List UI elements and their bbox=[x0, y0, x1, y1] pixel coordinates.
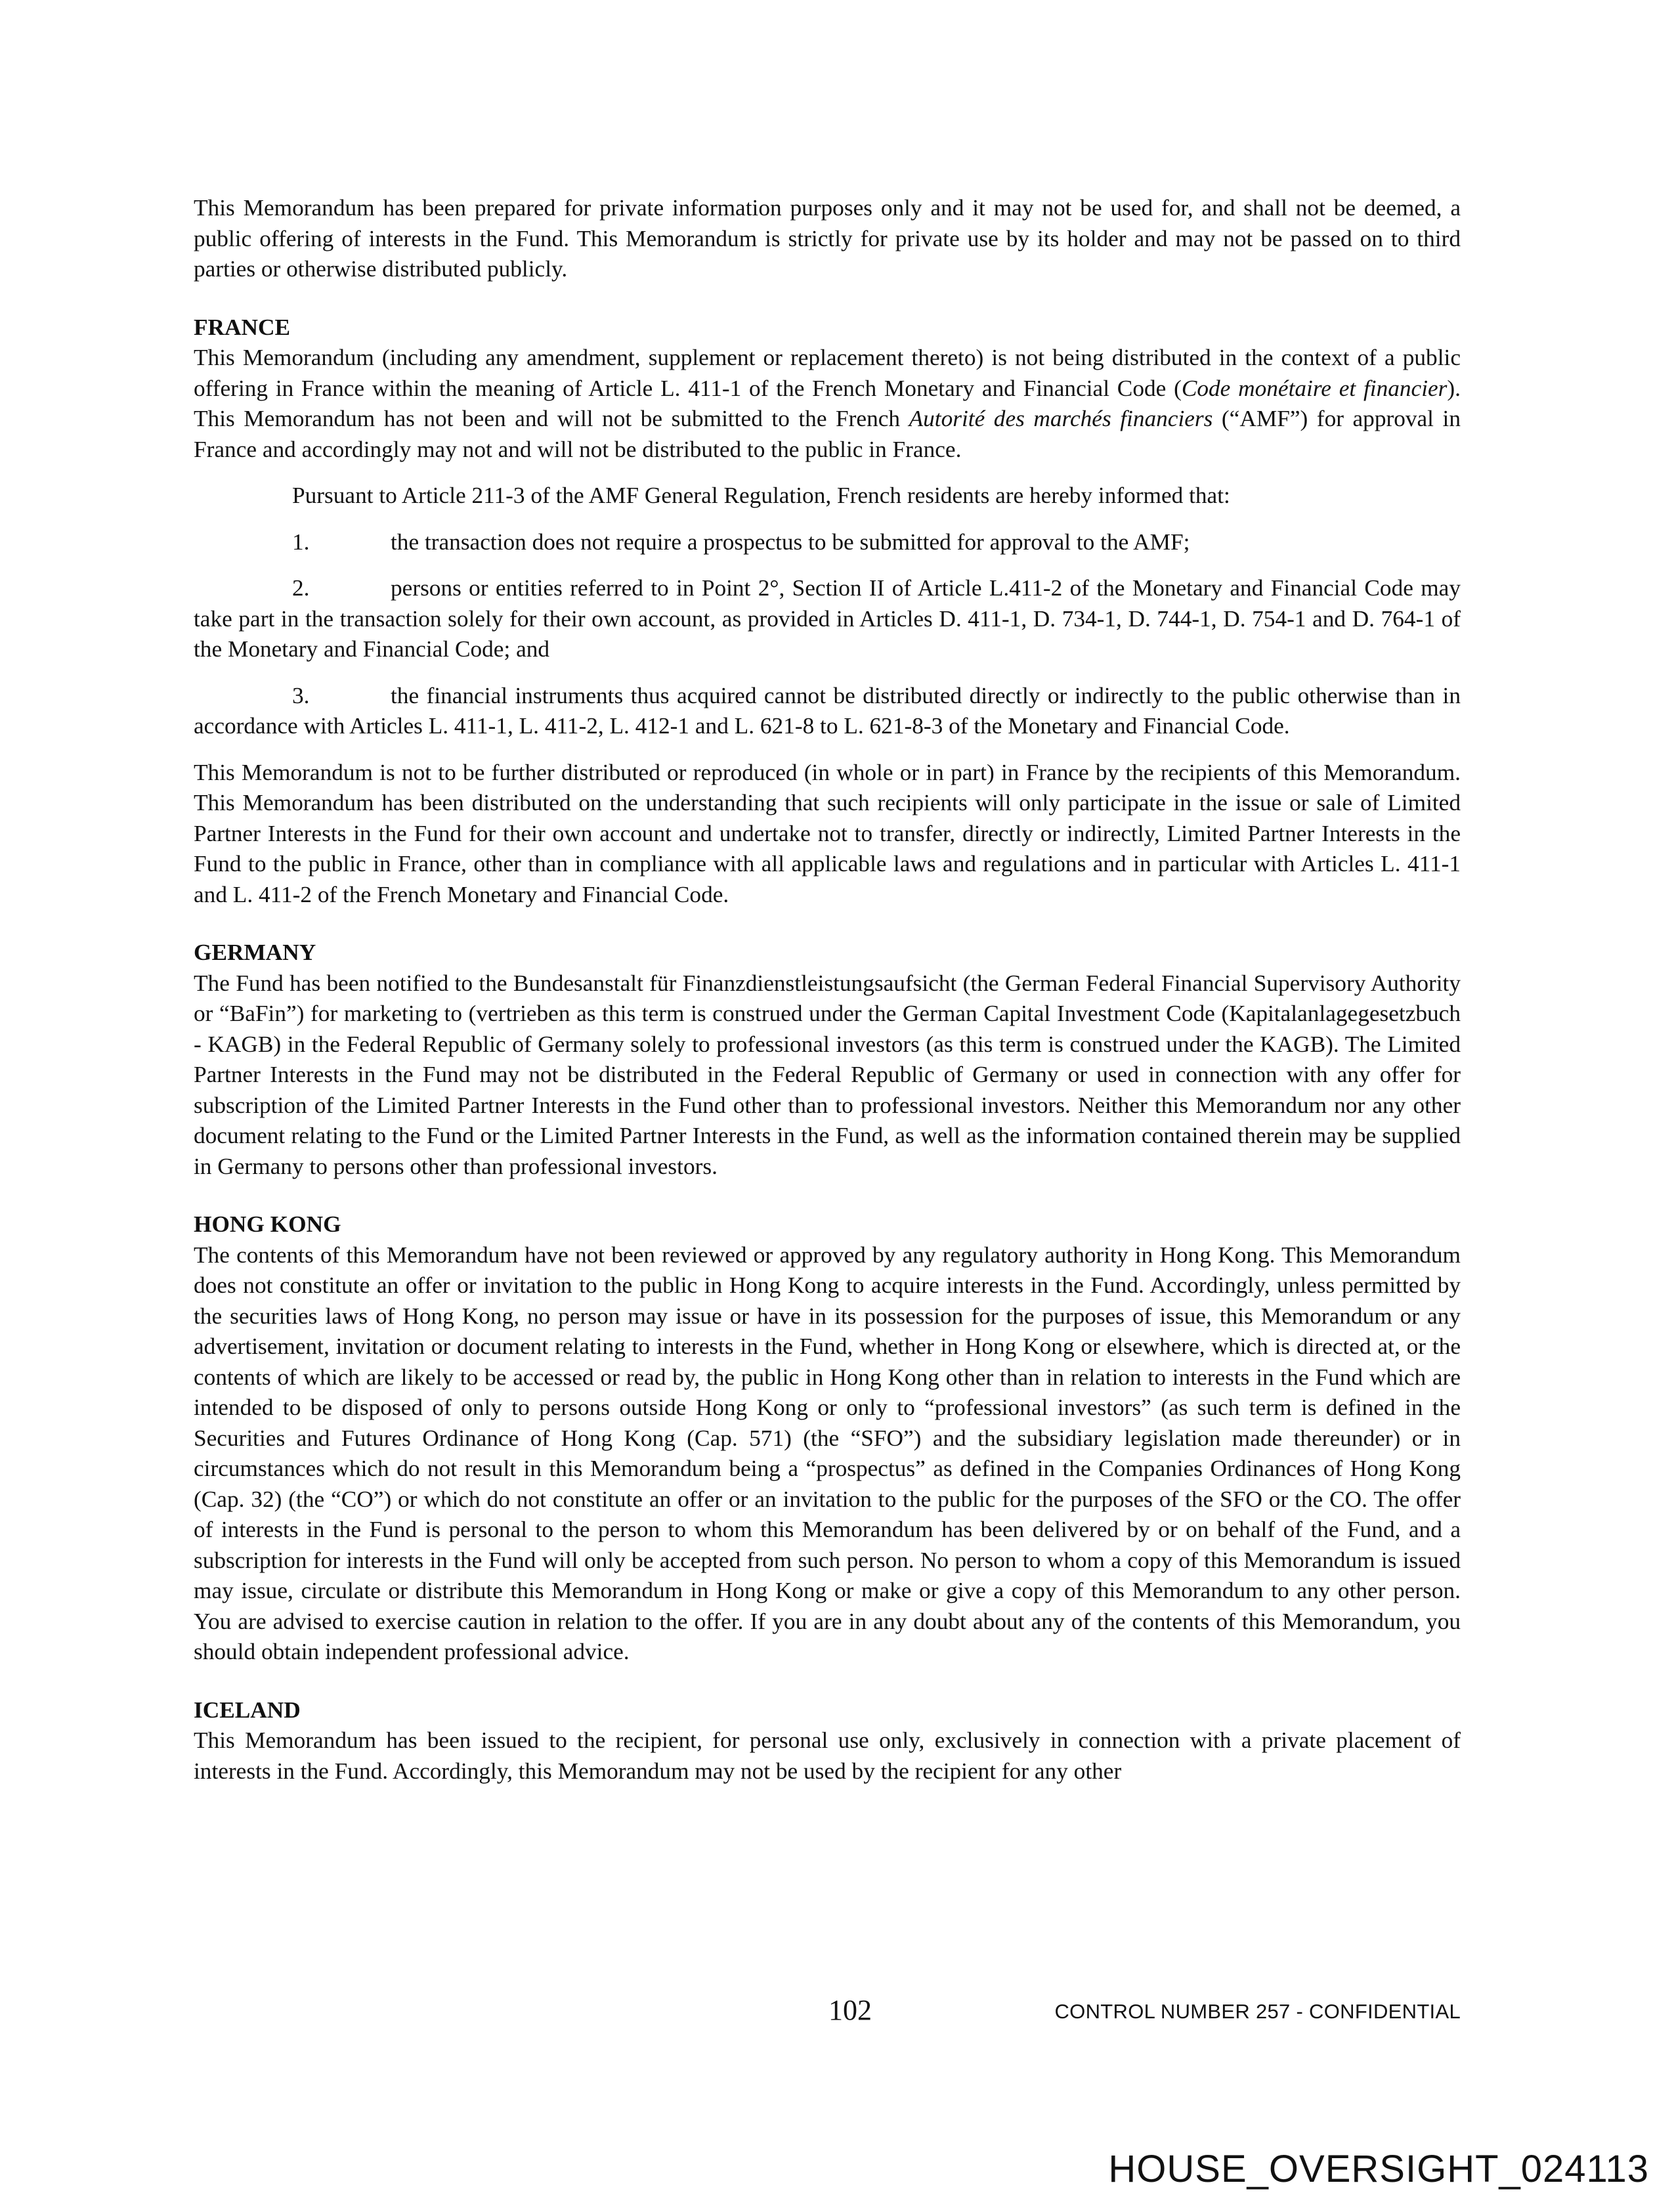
control-number-label: CONTROL NUMBER 257 - CONFIDENTIAL bbox=[1054, 2000, 1461, 2023]
intro-paragraph: This Memorandum has been prepared for private information purposes only and it may not be used for, and shall not be deemed, a public offering of interests in the Fund. This Memorandum is strictly for private use by its holder and may not be passed on to third parties or otherwise distributed publicly. bbox=[194, 195, 1461, 282]
france-list-item-1: 1. the transaction does not require a prospectus to be submitted for approval to the AMF; bbox=[292, 529, 1190, 555]
page-number: 102 bbox=[828, 1994, 872, 2026]
france-paragraph-1: This Memorandum (including any amendment, supplement or replacement thereto) is not being distributed in the context of a public offering in France within the meaning of Article L. 411-1 of the French Monetary and Financial Code (Code monétaire et financier). This Memorandum has not been and will not be submitted to the French Autorité des marchés financiers (“AMF”) for approval in France and accordingly may not and will not be distributed to the public in France. bbox=[194, 345, 1461, 462]
bates-number: HOUSE_OVERSIGHT_024113 bbox=[1108, 2148, 1649, 2190]
section-heading-germany: GERMANY bbox=[194, 940, 316, 965]
section-heading-france: FRANCE bbox=[194, 314, 291, 340]
hong-kong-paragraph: The contents of this Memorandum have not been reviewed or approved by any regulatory authority in Hong Kong. This Memorandum does not constitute an offer or invitation to the public in Hong Kong to acquire interests in the Fund. Accordingly, unless permitted by the securities laws of Hong Kong, no person may issue or have in its possession for the purposes of issue, this Memorandum or any advertisement, invitation or document relating to interests in the Fund, whether in Hong Kong or elsewhere, which is directed at, or the contents of which are likely to be accessed or read by, the public in Hong Kong other than in relation to interests in the Fund which are intended to be disposed of only to persons outside Hong Kong or only to “professional investors” (as such term is defined in the Securities and Futures Ordinance of Hong Kong (Cap. 571) (the “SFO”) and the subsidiary legislation made thereunder) or in circumstances which do not result in this Memorandum being a “prospectus” as defined in the Companies Ordinances of Hong Kong (Cap. 32) (the “CO”) or which do not constitute an offer or an invitation to the public for the purposes of the SFO or the CO. The offer of interests in the Fund is personal to the person to whom this Memorandum has been delivered by or on behalf of the Fund, and a subscription for interests in the Fund will only be accepted from such person. No person to whom a copy of this Memorandum is issued may issue, circulate or distribute this Memorandum in Hong Kong or make or give a copy of this Memorandum to any other person. You are advised to exercise caution in relation to the offer. If you are in any doubt about any of the contents of this Memorandum, you should obtain independent professional advice. bbox=[194, 1242, 1461, 1664]
france-paragraph-3: This Memorandum is not to be further distributed or reproduced (in whole or in part) in France by the recipients of this Memorandum. This Memorandum has been distributed on the understanding that such recipients will only participate in the issue or sale of Limited Partner Interests in the Fund for their own account and undertake not to transfer, directly or indirectly, Limited Partner Interests in the Fund to the public in France, other than in compliance with all applicable laws and regulations and in particular with Articles L. 411-1 and L. 411-2 of the French Monetary and Financial Code. bbox=[194, 759, 1461, 907]
france-paragraph-2: Pursuant to Article 211-3 of the AMF General Regulation, French residents are hereby informed that: bbox=[292, 483, 1230, 508]
france-list-item-2: 2. persons or entities referred to in Point 2°, Section II of Article L.411-2 of the Monetary and Financial Code may take part in the transaction solely for their own account, as provided in Articles D. 411-1, D. 734-1, D. 744-1, D. 754-1 and D. 764-1 of the Monetary and Financial Code; and bbox=[194, 575, 1461, 662]
section-heading-hong-kong: HONG KONG bbox=[194, 1211, 341, 1237]
france-list-item-3: 3. the financial instruments thus acquired cannot be distributed directly or indirectly to the public otherwise than in accordance with Articles L. 411-1, L. 411-2, L. 412-1 and L. 621-8 to L. 621-8-3 of the Monetary and Financial Code. bbox=[194, 682, 1461, 739]
document-body bbox=[194, 193, 1461, 1787]
iceland-paragraph: This Memorandum has been issued to the recipient, for personal use only, exclusively in connection with a private placement of interests in the Fund. Accordingly, this Memorandum may not be used by the recipient for any other bbox=[194, 1727, 1461, 1784]
section-heading-iceland: ICELAND bbox=[194, 1697, 301, 1723]
germany-paragraph: The Fund has been notified to the Bundesanstalt für Finanzdienstleistungsaufsicht (the German Federal Financial Supervisory Authority or “BaFin”) for marketing to (vertrieben as this term is construed under the German Capital Investment Code (Kapitalanlagegesetzbuch - KAGB) in the Federal Republic of Germany solely to professional investors (as this term is construed under the KAGB). The Limited Partner Interests in the Fund may not be distributed in the Federal Republic of Germany or used in connection with any offer for subscription of the Limited Partner Interests in the Fund other than to professional investors. Neither this Memorandum nor any other document relating to the Fund or the Limited Partner Interests in the Fund, as well as the information contained therein may be supplied in Germany to persons other than professional investors. bbox=[194, 970, 1461, 1179]
